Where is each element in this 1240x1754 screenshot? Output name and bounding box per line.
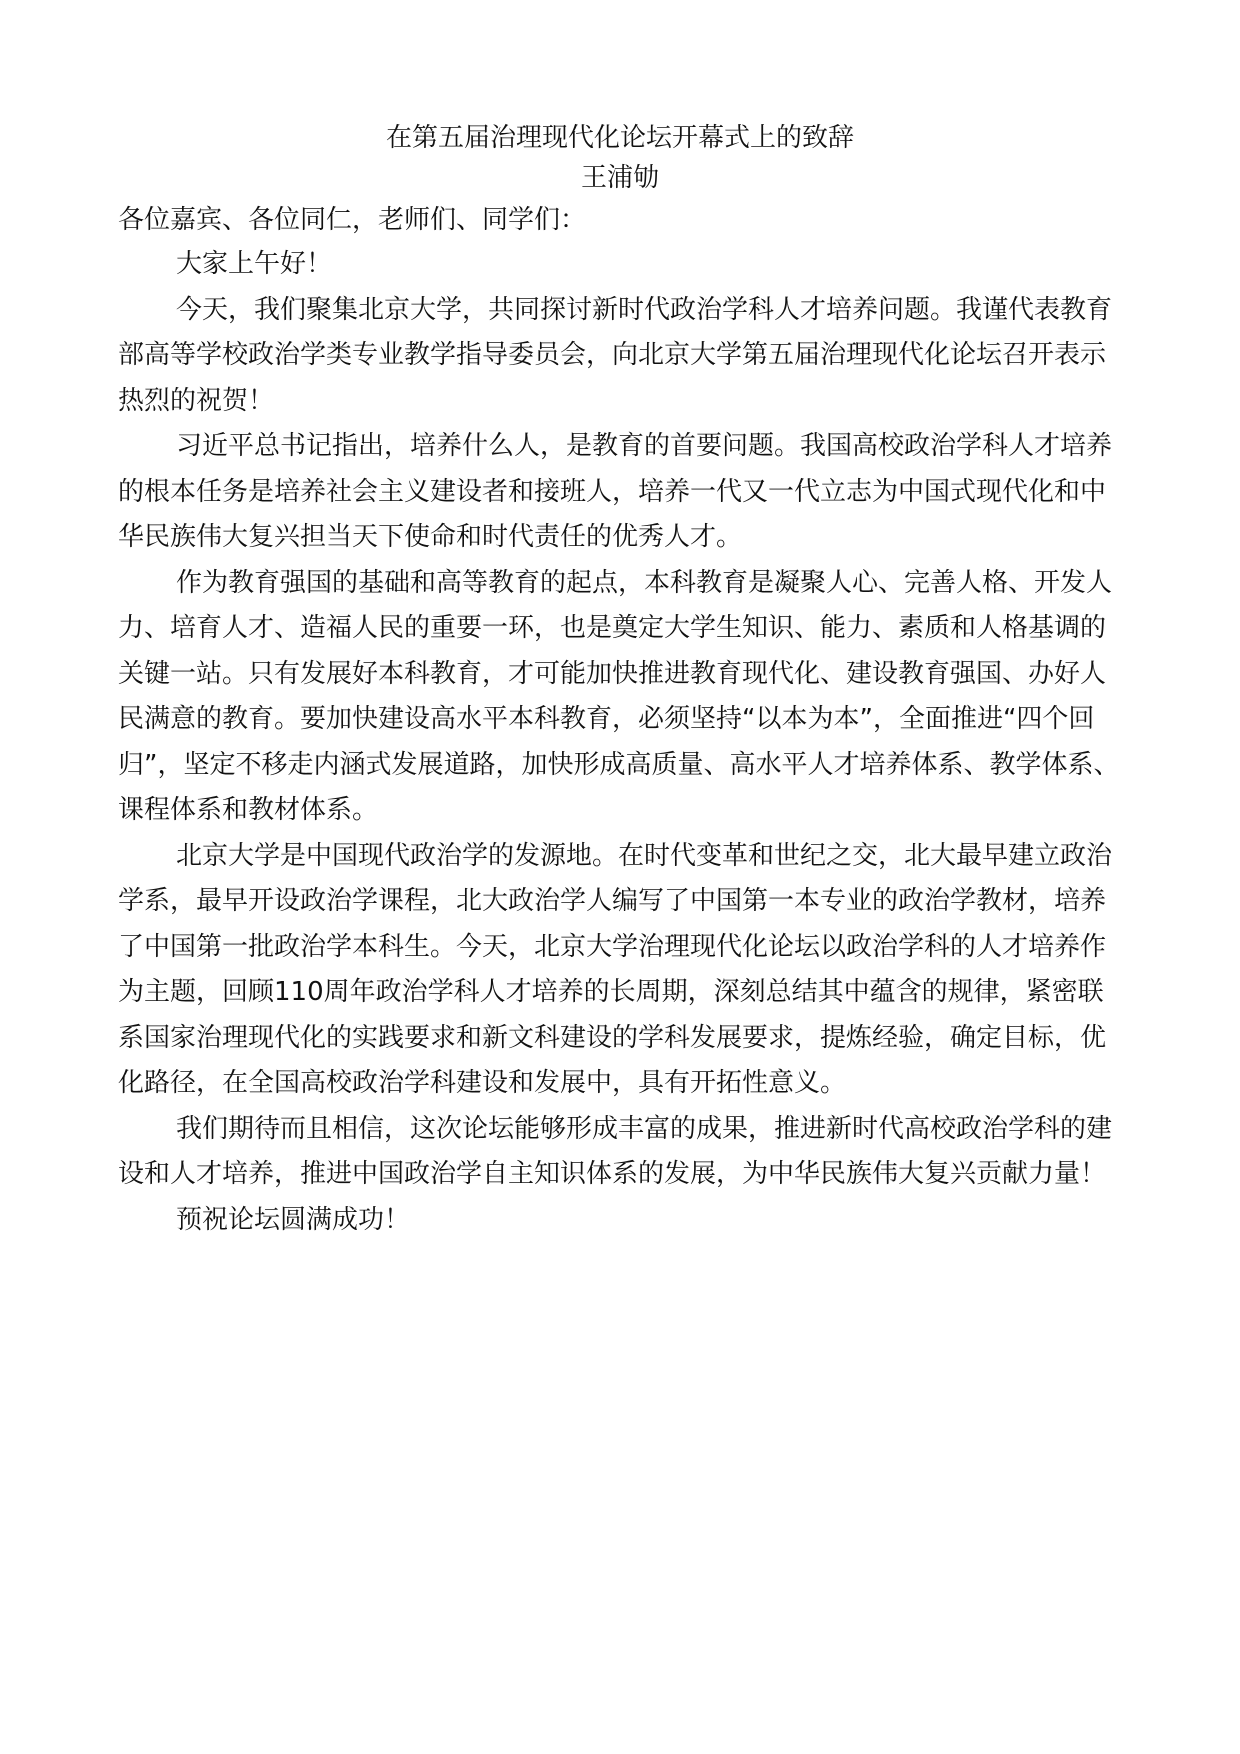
speech-body xyxy=(118,242,1122,1243)
speech-title: 在第五届治理现代化论坛开幕式上的致辞 xyxy=(385,123,854,153)
document-page xyxy=(118,118,1122,1243)
paragraph-greeting: 大家上午好！ xyxy=(176,249,333,279)
paragraph-closing: 预祝论坛圆满成功！ xyxy=(176,1204,411,1235)
paragraph-peking-university: 北京大学是中国现代政治学的发源地。在时代变革和世纪之交，北大最早建立政治学系，最早开设政治学课程，北大政治学人编写了中国第一本专业的政治学教材，培养了中国第一批政治学本科生。今天，北京大学治理现代化论坛以政治学科的人才培养作为主题，回顾110周年政治学科人才培养的长周期，深刻总结其中蕴含的规律，紧密联系国家治理现代化的实践要求和新文科建设的学科发展要求，提炼经验，确定目标，优化路径，在全国高校政治学科建设和发展中，具有开拓性意义。 xyxy=(118,840,1113,1098)
salutation: 各位嘉宾、各位同仁，老师们、同学们： xyxy=(118,205,587,235)
paragraph-education-mission: 习近平总书记指出，培养什么人，是教育的首要问题。我国高校政治学科人才培养的根本任务是培养社会主义建设者和接班人，培养一代又一代立志为中国式现代化和中华民族伟大复兴担当天下使命和时代责任的优秀人才。 xyxy=(118,431,1113,552)
paragraph-undergraduate-education: 作为教育强国的基础和高等教育的起点，本科教育是凝聚人心、完善人格、开发人力、培育人才、造福人民的重要一环，也是奠定大学生知识、能力、素质和人格基调的关键一站。只有发展好本科教育，才可能加快推进教育现代化、建设教育强国、办好人民满意的教育。要加快建设高水平本科教育，必须坚持“以本为本”，全面推进“四个回归”，坚定不移走内涵式发展道路，加快形成高质量、高水平人才培养体系、教学体系、课程体系和教材体系。 xyxy=(118,567,1120,825)
paragraph-expectations: 我们期待而且相信，这次论坛能够形成丰富的成果，推进新时代高校政治学科的建设和人才培养，推进中国政治学自主知识体系的发展，为中华民族伟大复兴贡献力量！ xyxy=(118,1113,1113,1189)
speech-author: 王浦劬 xyxy=(580,163,659,193)
paragraph-congratulations: 今天，我们聚集北京大学，共同探讨新时代政治学科人才培养问题。我谨代表教育部高等学校政治学类专业教学指导委员会，向北京大学第五届治理现代化论坛召开表示热烈的祝贺！ xyxy=(118,294,1113,416)
